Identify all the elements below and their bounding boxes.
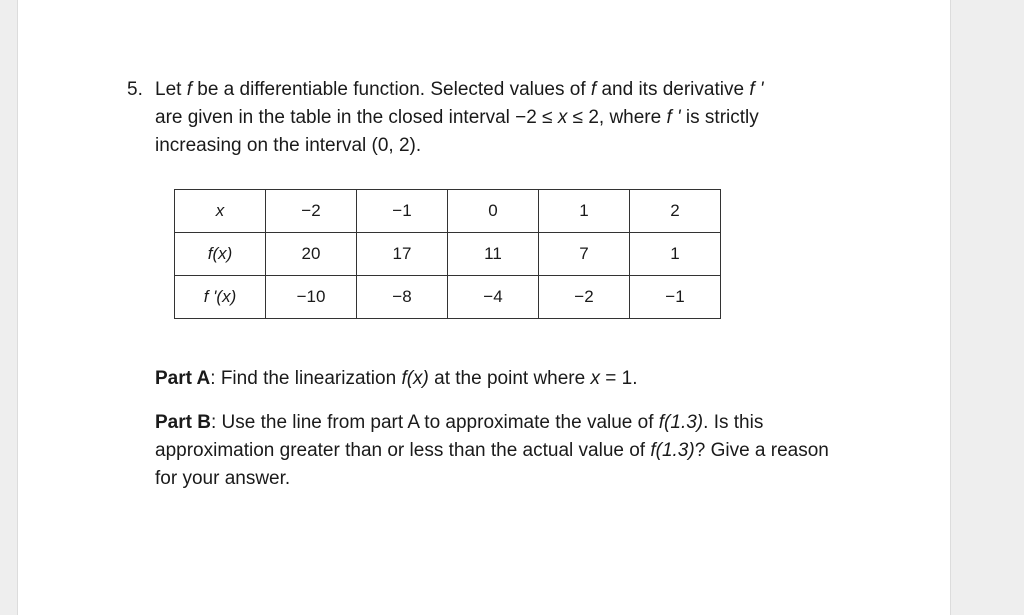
- table-cell: −1: [357, 190, 448, 233]
- table-cell: −4: [448, 276, 539, 319]
- question-line-1: Let f be a differentiable function. Selected values of f and its derivative f ': [155, 79, 764, 100]
- table-cell: −2: [266, 190, 357, 233]
- table-cell: 1: [630, 233, 721, 276]
- row-label: f '(x): [175, 276, 266, 319]
- table-cell: 0: [448, 190, 539, 233]
- question-line-3: increasing on the interval (0, 2).: [155, 135, 422, 156]
- question-text: [155, 76, 855, 160]
- table-row-fprime: [175, 276, 721, 319]
- row-label: x: [175, 190, 266, 233]
- table-cell: 20: [266, 233, 357, 276]
- question-line-2: are given in the table in the closed interval −2 ≤ x ≤ 2, where f ' is strictly: [155, 107, 759, 128]
- table-cell: −2: [539, 276, 630, 319]
- values-table: [174, 189, 721, 319]
- question-number: 5.: [127, 79, 143, 100]
- document-page: [17, 0, 951, 615]
- part-a-label: Part A: [155, 368, 211, 389]
- table-row-x: [175, 190, 721, 233]
- part-a: Part A: Find the linearization f(x) at the point where x = 1.: [155, 368, 638, 389]
- part-b-label: Part B: [155, 412, 211, 433]
- table-cell: 2: [630, 190, 721, 233]
- table-cell: 11: [448, 233, 539, 276]
- table-cell: −10: [266, 276, 357, 319]
- table-row-fx: [175, 233, 721, 276]
- part-b: Part B: Use the line from part A to approximate the value of f(1.3). Is this approximation greater than or less than the actual value of f(1.3)? Give a reason for your answer.: [155, 412, 829, 489]
- table-cell: 1: [539, 190, 630, 233]
- table-cell: 7: [539, 233, 630, 276]
- table-cell: −8: [357, 276, 448, 319]
- table-cell: −1: [630, 276, 721, 319]
- question-parts: [155, 365, 855, 509]
- table-cell: 17: [357, 233, 448, 276]
- row-label: f(x): [175, 233, 266, 276]
